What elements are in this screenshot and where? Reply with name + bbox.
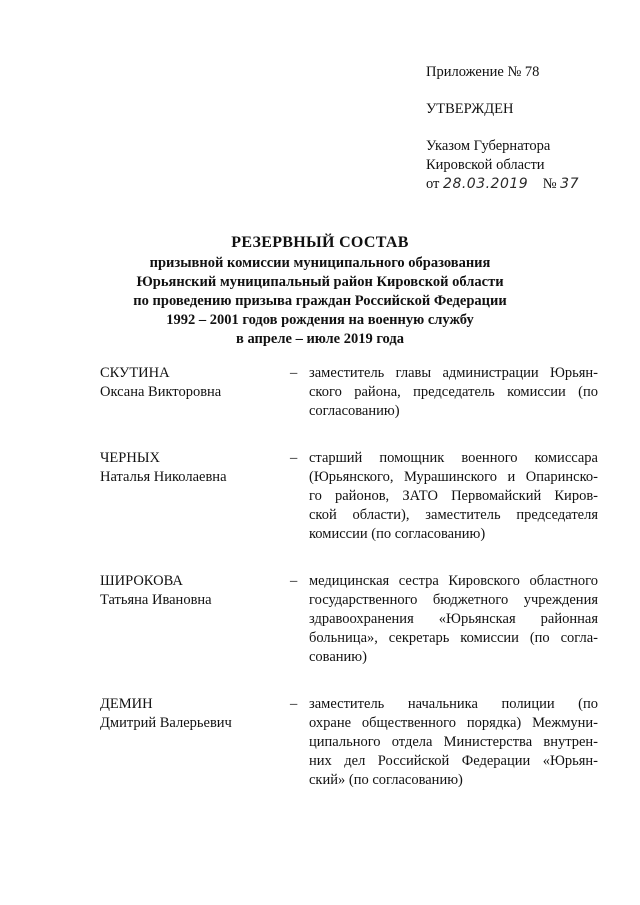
member-surname: ЧЕРНЫХ xyxy=(100,450,160,466)
number-prefix: № xyxy=(542,176,557,192)
role-line: старший помощник военного комиссара xyxy=(309,450,598,466)
role-line: них дел Российской Федерации «Юрьян- xyxy=(309,753,598,769)
role-line: ской области), заместитель председателя xyxy=(309,507,598,523)
title-line: 1992 – 2001 годов рождения на военную службу xyxy=(166,312,474,328)
approved-heading: УТВЕРЖДЕН xyxy=(426,101,514,117)
role-line: го районов, ЗАТО Первомайский Киров- xyxy=(309,488,598,504)
member-role xyxy=(309,572,598,667)
decree-line-2: Кировской области xyxy=(426,157,545,173)
title-main: РЕЗЕРВНЫЙ СОСТАВ xyxy=(231,234,409,251)
appendix-number: Приложение № 78 xyxy=(426,64,540,80)
role-line: ский» (по согласованию) xyxy=(309,772,463,788)
member-entry xyxy=(100,572,598,667)
approval-block xyxy=(426,63,626,194)
member-surname: ДЕМИН xyxy=(100,696,153,712)
member-given-name: Наталья Николаевна xyxy=(100,469,227,485)
decree-date-line xyxy=(426,175,626,194)
title-line: в апреле – июле 2019 года xyxy=(236,331,404,347)
document-title xyxy=(60,232,580,349)
member-role xyxy=(309,449,598,544)
role-line: медицинская сестра Кировского областного xyxy=(309,573,598,589)
member-entry xyxy=(100,449,598,544)
role-line: охране общественного порядка) Межмуни- xyxy=(309,715,598,731)
role-line: больница», секретарь комиссии (по согла- xyxy=(309,630,598,646)
member-surname: СКУТИНА xyxy=(100,365,170,381)
member-given-name: Оксана Викторовна xyxy=(100,384,222,400)
member-surname: ШИРОКОВА xyxy=(100,573,183,589)
member-given-name: Дмитрий Валерьевич xyxy=(100,715,232,731)
member-dash: – xyxy=(290,573,298,589)
member-entry xyxy=(100,364,598,421)
handwritten-date: 28.03.2019 xyxy=(443,176,529,192)
member-dash: – xyxy=(290,450,298,466)
title-line: Юрьянский муниципальный район Кировской области xyxy=(136,274,504,290)
member-name xyxy=(100,572,290,610)
title-line: по проведению призыва граждан Российской Федерации xyxy=(133,293,507,309)
role-line: сованию) xyxy=(309,649,367,665)
member-name xyxy=(100,695,290,733)
role-line: ципального отдела Министерства внутрен- xyxy=(309,734,598,750)
members-list xyxy=(100,364,598,818)
date-prefix: от xyxy=(426,176,440,192)
member-dash: – xyxy=(290,365,298,381)
role-line: (Юрьянского, Мурашинского и Опаринско- xyxy=(309,469,598,485)
member-dash: – xyxy=(290,696,298,712)
role-line: здравоохранения «Юрьянская районная xyxy=(309,611,598,627)
role-line: заместитель главы администрации Юрьян- xyxy=(309,365,598,381)
member-given-name: Татьяна Ивановна xyxy=(100,592,212,608)
role-line: заместитель начальника полиции (по xyxy=(309,696,598,712)
title-line: призывной комиссии муниципального образования xyxy=(149,255,491,271)
handwritten-number: 37 xyxy=(560,176,579,192)
member-role xyxy=(309,364,598,421)
role-line: ского района, председатель комиссии (по xyxy=(309,384,598,400)
member-entry xyxy=(100,695,598,790)
member-role xyxy=(309,695,598,790)
role-line: государственного бюджетного учреждения xyxy=(309,592,598,608)
member-name xyxy=(100,364,290,402)
decree-line-1: Указом Губернатора xyxy=(426,138,551,154)
member-name xyxy=(100,449,290,487)
role-line: согласованию) xyxy=(309,403,400,419)
role-line: комиссии (по согласованию) xyxy=(309,526,486,542)
